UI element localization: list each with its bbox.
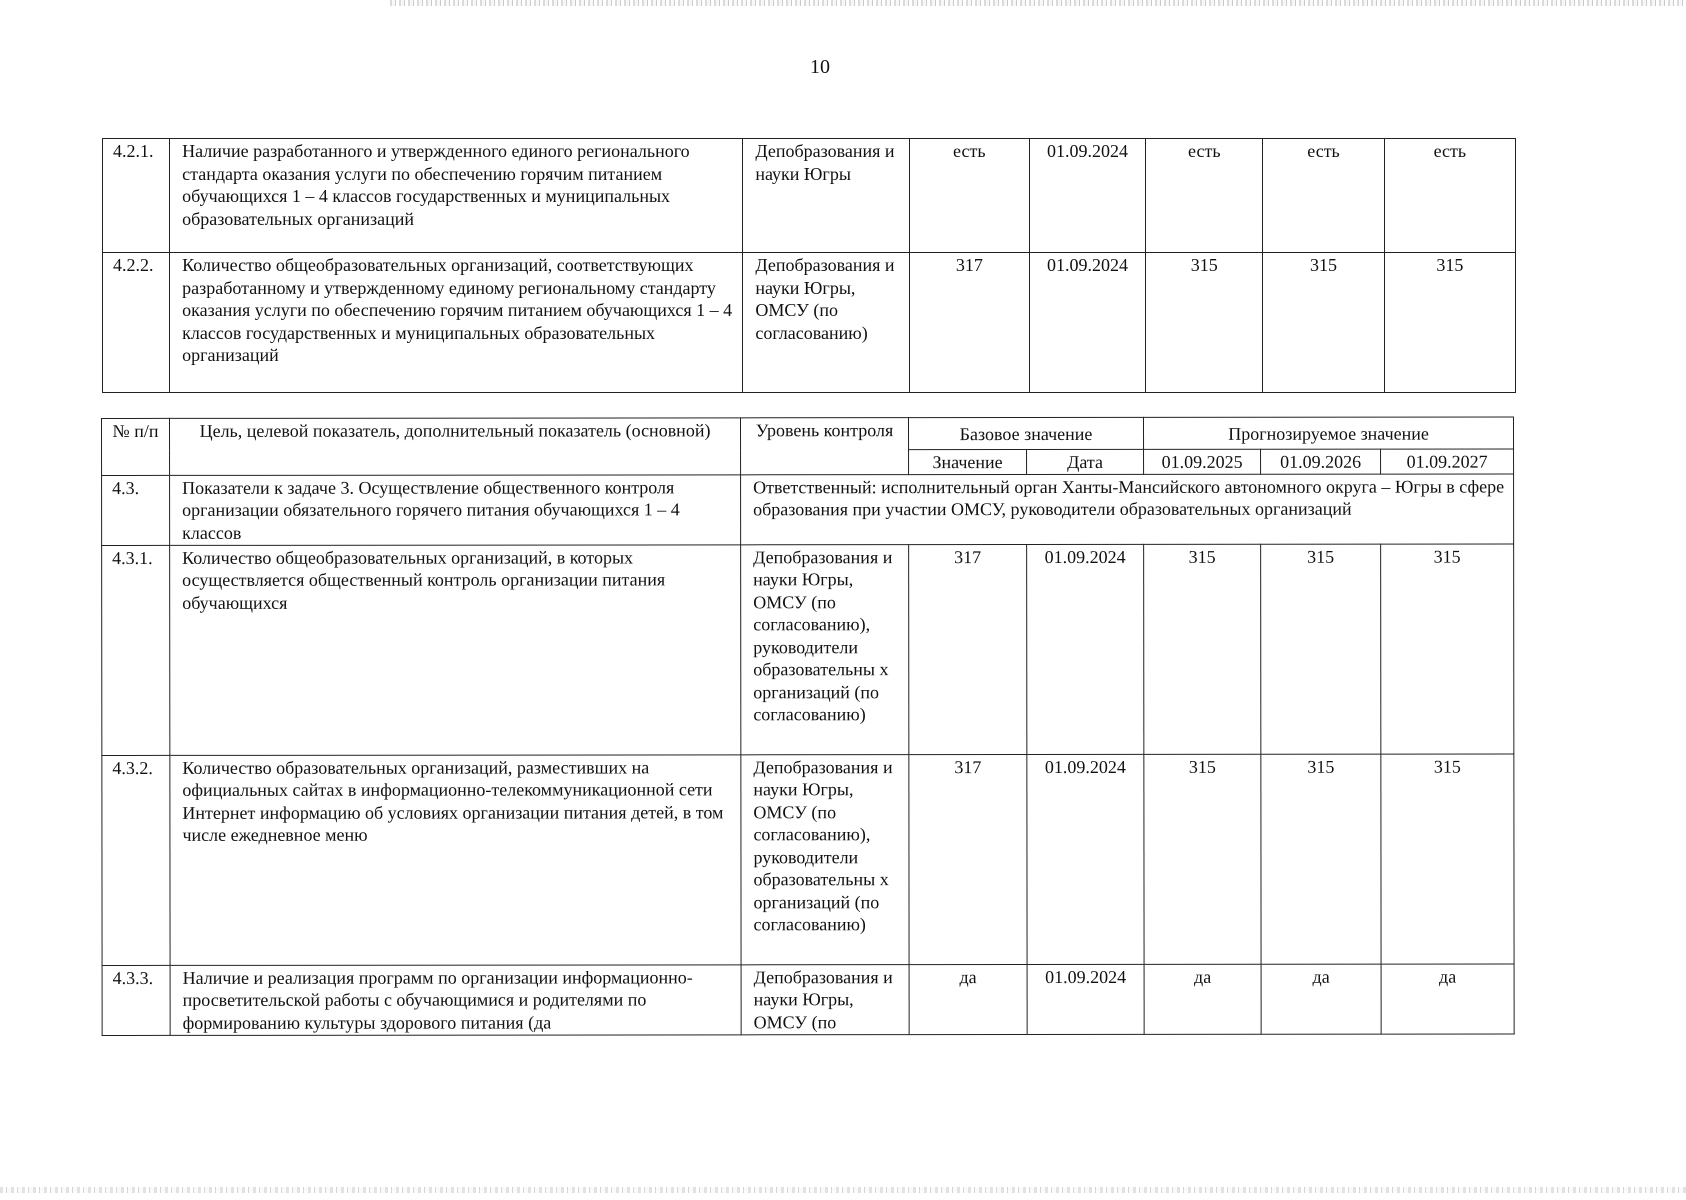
control-level: Депобразования и науки Югры, ОМСУ (по согласованию), руководители образовательны х организаций (по согласованию) xyxy=(741,754,909,964)
forecast-2025: есть xyxy=(1146,139,1263,253)
forecast-2025: 315 xyxy=(1146,253,1263,393)
indicators-table xyxy=(101,417,1515,1036)
indicator-text-clipped: Наличие и реализация программ по организации информационно-просветительской работы с обучающимися и родителями по формированию культуры здорового питания (да xyxy=(182,966,693,1033)
row-number: 4.3.1. xyxy=(102,545,170,755)
forecast-2025: 315 xyxy=(1144,544,1261,754)
indicator-text: Количество образовательных организаций, разместивших на официальных сайтах в информационно-телекоммуникационной сети Интернет информацию об условиях организации питания детей, в том числе ежедневное меню xyxy=(170,754,741,965)
indicator-text: Количество общеобразовательных организаций, соответствующих разработанному и утвержденному единому региональному стандарту оказания услуги по обеспечению горячим питанием обучающихся 1 – 4 классов государственных и муниципальных образовательных организаций xyxy=(170,253,743,393)
page-number: 10 xyxy=(810,56,830,78)
table-row xyxy=(102,754,1514,965)
table-row xyxy=(102,964,1514,1035)
forecast-2026: 315 xyxy=(1261,754,1381,964)
control-level-clipped: Депобразования и науки Югры, ОМСУ (по xyxy=(753,966,893,1032)
base-value: есть xyxy=(909,139,1029,253)
base-date: 01.09.2024 xyxy=(1029,253,1145,393)
header-2025: 01.09.2025 xyxy=(1144,449,1261,474)
base-value: 317 xyxy=(909,754,1027,964)
header-control: Уровень контроля xyxy=(741,418,909,475)
forecast-2026: 315 xyxy=(1263,253,1384,393)
base-date: 01.09.2024 xyxy=(1027,964,1144,1034)
table-row xyxy=(102,544,1514,755)
control-level: Депобразования и науки Югры xyxy=(743,139,909,253)
control-level xyxy=(741,964,909,1034)
header-base: Базовое значение xyxy=(909,417,1144,449)
forecast-2026: да xyxy=(1261,964,1381,1034)
base-value: 317 xyxy=(909,544,1027,754)
forecast-2026: есть xyxy=(1263,139,1384,253)
forecast-2026: 315 xyxy=(1261,544,1381,754)
row-number: 4.3.2. xyxy=(102,755,170,965)
header-num: № п/п xyxy=(102,418,170,475)
row-number: 4.3.3. xyxy=(102,965,170,1035)
control-level: Депобразования и науки Югры, ОМСУ (по согласованию) xyxy=(743,253,909,393)
row-number: 4.2.1. xyxy=(103,139,170,253)
section-title: Показатели к задаче 3. Осуществление общественного контроля организации обязательного горячего питания обучающихся 1 – 4 классов xyxy=(170,474,741,545)
indicator-text: Наличие разработанного и утвержденного единого регионального стандарта оказания услуги по обеспечению горячим питанием обучающихся 1 – 4 классов государственных и муниципальных образовательных организаций xyxy=(170,139,743,253)
indicators-table-continued xyxy=(102,138,1516,393)
base-value: 317 xyxy=(909,253,1029,393)
forecast-2027: да xyxy=(1381,964,1514,1034)
row-number: 4.2.2. xyxy=(103,253,170,393)
base-date: 01.09.2024 xyxy=(1029,139,1145,253)
scan-edge-top xyxy=(390,0,1686,6)
forecast-2025: 315 xyxy=(1144,754,1261,964)
forecast-2027: 315 xyxy=(1384,253,1515,393)
table-row xyxy=(103,139,1516,253)
base-date: 01.09.2024 xyxy=(1027,544,1144,754)
header-forecast: Прогнозируемое значение xyxy=(1144,417,1514,449)
forecast-2027: 315 xyxy=(1381,754,1514,964)
section-responsible: Ответственный: исполнительный орган Ханты-Мансийского автономного округа – Югры в сфере образования при участии ОМСУ, руководители образовательных организаций xyxy=(741,474,1514,545)
table-header-row xyxy=(102,417,1514,450)
forecast-2027: 315 xyxy=(1381,544,1514,754)
indicator-text xyxy=(170,964,741,1035)
scan-edge-bottom xyxy=(0,1187,1686,1193)
forecast-2025: да xyxy=(1144,964,1261,1034)
header-value: Значение xyxy=(909,450,1027,475)
header-indicator: Цель, целевой показатель, дополнительный показатель (основной) xyxy=(170,418,741,475)
header-2027: 01.09.2027 xyxy=(1381,449,1514,474)
section-number: 4.3. xyxy=(102,475,170,545)
forecast-2027: есть xyxy=(1384,139,1515,253)
section-row xyxy=(102,474,1514,545)
base-value: да xyxy=(909,964,1027,1034)
header-date: Дата xyxy=(1027,449,1144,474)
header-2026: 01.09.2026 xyxy=(1261,449,1381,474)
base-date: 01.09.2024 xyxy=(1027,754,1144,964)
indicator-text: Количество общеобразовательных организаций, в которых осуществляется общественный контроль организации питания обучающихся xyxy=(170,544,741,755)
table-row xyxy=(103,253,1516,393)
control-level: Депобразования и науки Югры, ОМСУ (по согласованию), руководители образовательны х организаций (по согласованию) xyxy=(741,544,909,754)
